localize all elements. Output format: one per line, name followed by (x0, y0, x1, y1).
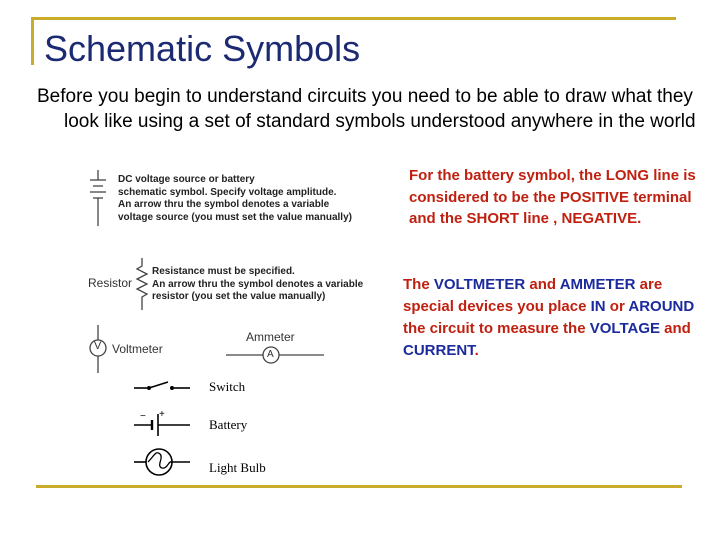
meter-note-ammeter: AMMETER (559, 276, 636, 293)
meter-note-text: The (403, 276, 434, 293)
ammeter-letter: A (267, 349, 274, 360)
meter-note-text: and (660, 320, 691, 337)
meter-note-text: . (474, 342, 479, 359)
resistor-description (152, 266, 363, 304)
voltmeter-letter: V (94, 340, 102, 352)
slide-title: Schematic Symbols (44, 28, 361, 69)
meter-note-voltmeter: VOLTMETER (433, 276, 526, 293)
dc-source-line: An arrow thru the symbol denotes a variable (118, 199, 330, 210)
meter-note-in: IN (590, 298, 606, 315)
meter-note-around: AROUND (628, 298, 695, 315)
battery-minus-sign: − (140, 411, 146, 422)
meter-note (403, 274, 703, 362)
meter-note-current: CURRENT (403, 342, 475, 359)
dc-source-line: voltage source (you must set the value manually) (118, 211, 352, 223)
meter-note-text: the circuit to measure the (403, 320, 590, 337)
light-bulb-label: Light Bulb (209, 460, 266, 475)
meter-note-text: are special devices you place (403, 276, 663, 315)
dc-source-line: schematic symbol. Specify voltage amplitude. (118, 186, 337, 198)
frame-top-border (31, 17, 676, 20)
intro-paragraph: Before you begin to understand circuits you need to be able to draw what they look like using a set of standard symbols understood anywhere in the world (37, 86, 696, 132)
ammeter-symbol-icon (226, 345, 326, 365)
battery-polarity-note: For the battery symbol, the LONG line is considered to be the POSITIVE terminal and the SHORT line , NEGATIVE. (409, 167, 696, 227)
resistor-label: Resistor (88, 276, 133, 290)
meter-note-voltage: VOLTAGE (589, 320, 660, 337)
resistor-line: resistor (you set the value manually) (152, 291, 326, 302)
dc-source-description (118, 174, 352, 224)
frame-bottom-border (36, 485, 682, 488)
dc-source-symbol-icon (84, 170, 114, 228)
battery-label: Battery (209, 417, 248, 432)
resistor-line: Resistance must be specified. (152, 266, 295, 277)
light-bulb-symbol-icon (134, 446, 194, 478)
switch-label: Switch (209, 379, 246, 394)
meter-note-text: or (605, 298, 629, 315)
switch-symbol-icon (134, 378, 194, 392)
battery-symbol-icon (134, 413, 194, 437)
ammeter-label: Ammeter (246, 330, 295, 344)
resistor-line: An arrow thru the symbol denotes a variable (152, 278, 364, 290)
resistor-symbol-icon (132, 258, 152, 310)
voltmeter-label: Voltmeter (112, 342, 163, 356)
meter-note-text: and (525, 276, 560, 293)
dc-source-line: DC voltage source or battery (118, 174, 255, 185)
frame-left-border (31, 17, 34, 65)
battery-plus-sign: + (159, 409, 165, 420)
